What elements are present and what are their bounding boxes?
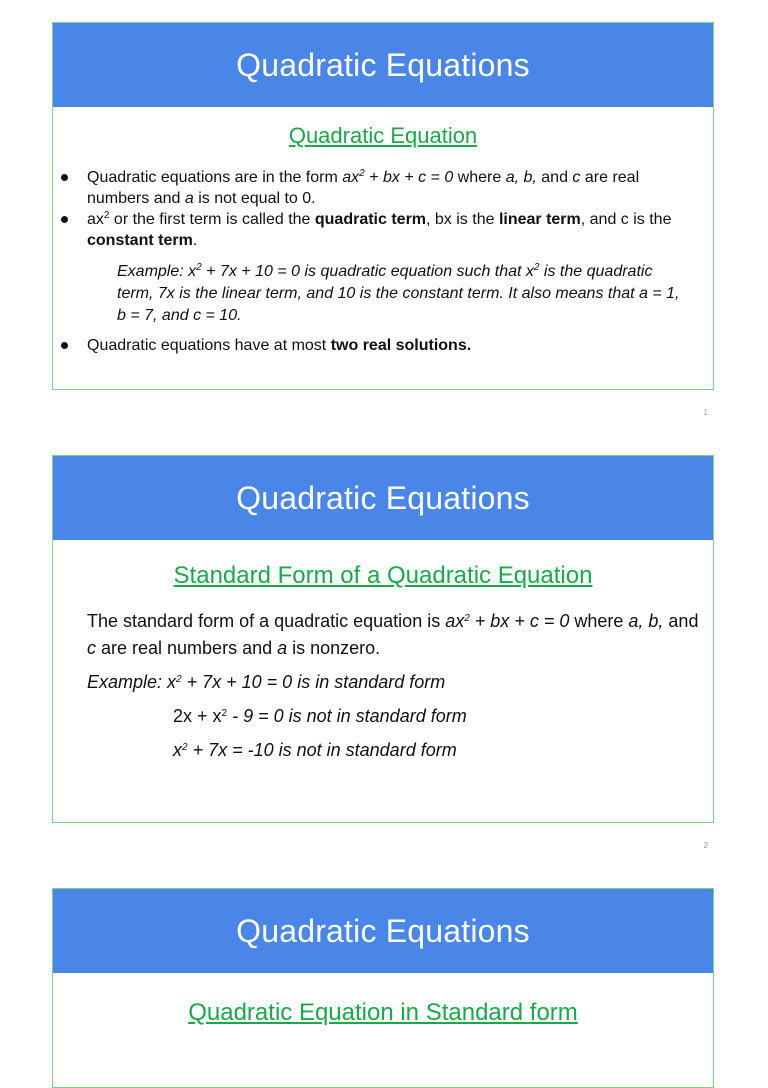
text: Example: x (117, 263, 197, 280)
bold-term: linear term (498, 211, 581, 228)
slide-header (53, 23, 713, 107)
example-paragraph (117, 261, 687, 327)
superscript: 2 (182, 742, 188, 753)
bullet-item-form (53, 167, 693, 209)
variable: a (277, 638, 288, 658)
bullet-list (53, 335, 713, 356)
text: Quadratic equations have at most (87, 337, 331, 354)
superscript: 2 (464, 613, 470, 624)
text: x (173, 740, 182, 760)
text: ax (445, 611, 465, 631)
example-line-3 (173, 737, 713, 764)
text: + 7x + 10 = 0 is quadratic equation such that x (201, 263, 534, 280)
text: or the first term is called the (109, 211, 315, 228)
slide-title: Quadratic Equations (236, 46, 530, 83)
text: The standard form of a quadratic equation is (87, 611, 446, 631)
text: where (569, 611, 629, 631)
text: is not equal to 0. (193, 190, 316, 207)
slide-title: Quadratic Equations (236, 912, 530, 949)
example-line-1 (87, 669, 713, 696)
slide-header (53, 456, 713, 540)
text: is nonzero. (287, 638, 381, 658)
slide-subtitle: Quadratic Equation (288, 123, 478, 148)
page-number: 2 (703, 841, 708, 850)
superscript: 2 (196, 262, 202, 273)
bold-term: constant term (87, 232, 193, 249)
text: ax (87, 211, 104, 228)
text: + 7x = -10 is not in standard form (187, 740, 457, 760)
bullet-list (53, 167, 713, 251)
text: 2x + x (173, 706, 222, 726)
slide-subtitle: Quadratic Equation in Standard form (188, 999, 578, 1026)
variable: a (184, 190, 194, 207)
variable: a, b, (628, 611, 664, 631)
slide-2 (52, 455, 714, 823)
variable: c (87, 638, 96, 658)
page-number: 1 (703, 408, 708, 417)
example-line-2 (173, 703, 713, 730)
text: , bx is the (426, 211, 499, 228)
bold-term: two real solutions. (330, 337, 472, 354)
text: Example: x (87, 672, 177, 692)
slide-header (53, 889, 713, 973)
text: Quadratic equations are in the form (87, 169, 343, 186)
bold-term: quadratic term (314, 211, 427, 228)
text: and (663, 611, 699, 631)
text: , and c is the (580, 211, 672, 228)
superscript: 2 (533, 262, 540, 273)
superscript: 2 (359, 168, 365, 179)
slide-subtitle: Standard Form of a Quadratic Equation (173, 562, 593, 589)
text: are real numbers and (96, 638, 278, 658)
variable: a, b, (505, 169, 537, 186)
superscript: 2 (221, 708, 228, 719)
text: is the quadratic term, 7x is the linear term, and 10 is the constant term. It also means that a = 1, b = 7, and c = 10. (117, 263, 680, 324)
text: where (453, 169, 506, 186)
bullet-item-solutions (53, 335, 713, 356)
text: - 9 = 0 is not in standard form (227, 706, 467, 726)
text: ax (342, 169, 360, 186)
bullet-item-terms (53, 209, 693, 251)
text: and (536, 169, 573, 186)
text: + bx + c = 0 (364, 169, 454, 186)
slide-title: Quadratic Equations (236, 479, 530, 516)
superscript: 2 (176, 674, 182, 685)
text: are real numbers and (87, 169, 640, 207)
definition-paragraph (87, 608, 707, 662)
text: + 7x + 10 = 0 is in standard form (181, 672, 446, 692)
variable: c (572, 169, 581, 186)
text: + bx + c = 0 (469, 611, 570, 631)
superscript: 2 (103, 210, 110, 221)
slide-1 (52, 22, 714, 390)
slide-3 (52, 888, 714, 1088)
text: . (192, 232, 198, 249)
